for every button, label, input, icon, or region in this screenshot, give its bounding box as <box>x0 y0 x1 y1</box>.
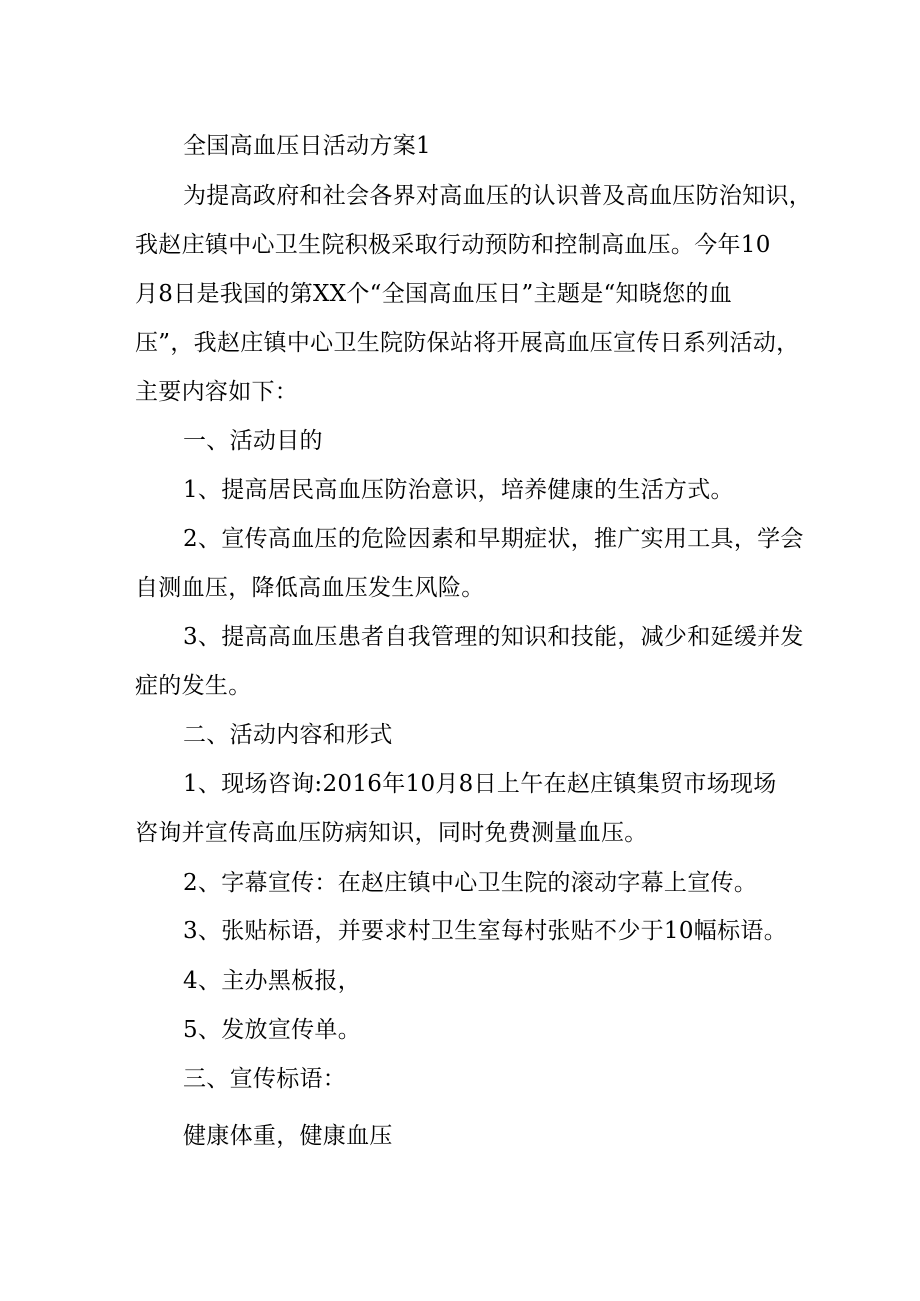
list-item-continuation: 咨询并宣传高血压防病知识，同时免费测量血压。 <box>135 820 648 846</box>
list-item: 4、主办黑板报， <box>183 968 362 994</box>
intro-line: 主要内容如下： <box>135 379 299 405</box>
list-item: 1、提高居民高血压防治意识，培养健康的生活方式。 <box>183 477 734 503</box>
section-heading: 二、活动内容和形式 <box>183 722 393 748</box>
list-item: 5、发放宣传单。 <box>183 1017 362 1043</box>
intro-line: 为提高政府和社会各界对高血压的认识普及高血压防治知识， <box>183 183 813 209</box>
list-item-continuation: 自测血压，降低高血压发生风险。 <box>135 575 485 601</box>
section-heading: 三、宣传标语： <box>183 1066 347 1092</box>
intro-line: 我赵庄镇中心卫生院积极采取行动预防和控制高血压。今年10 <box>135 232 771 258</box>
list-item: 3、提高高血压患者自我管理的知识和技能，减少和延缓并发 <box>183 624 804 650</box>
intro-line: 压”，我赵庄镇中心卫生院防保站将开展高血压宣传日系列活动， <box>135 330 800 356</box>
list-item-continuation: 症的发生。 <box>135 673 252 699</box>
list-item: 2、宣传高血压的危险因素和早期症状，推广实用工具，学会 <box>183 526 804 552</box>
list-item: 3、张贴标语，并要求村卫生室每村张贴不少于10幅标语。 <box>183 918 787 944</box>
list-item: 1、现场咨询:2016年10月8日上午在赵庄镇集贸市场现场 <box>183 771 777 797</box>
intro-line: 月8日是我国的第XX个“全国高血压日”主题是“知晓您的血 <box>135 281 733 307</box>
section-heading: 一、活动目的 <box>183 428 323 454</box>
slogan: 健康体重，健康血压 <box>183 1123 393 1149</box>
list-item: 2、字幕宣传：在赵庄镇中心卫生院的滚动字幕上宣传。 <box>183 870 758 896</box>
document-title: 全国高血压日活动方案1 <box>183 133 431 159</box>
